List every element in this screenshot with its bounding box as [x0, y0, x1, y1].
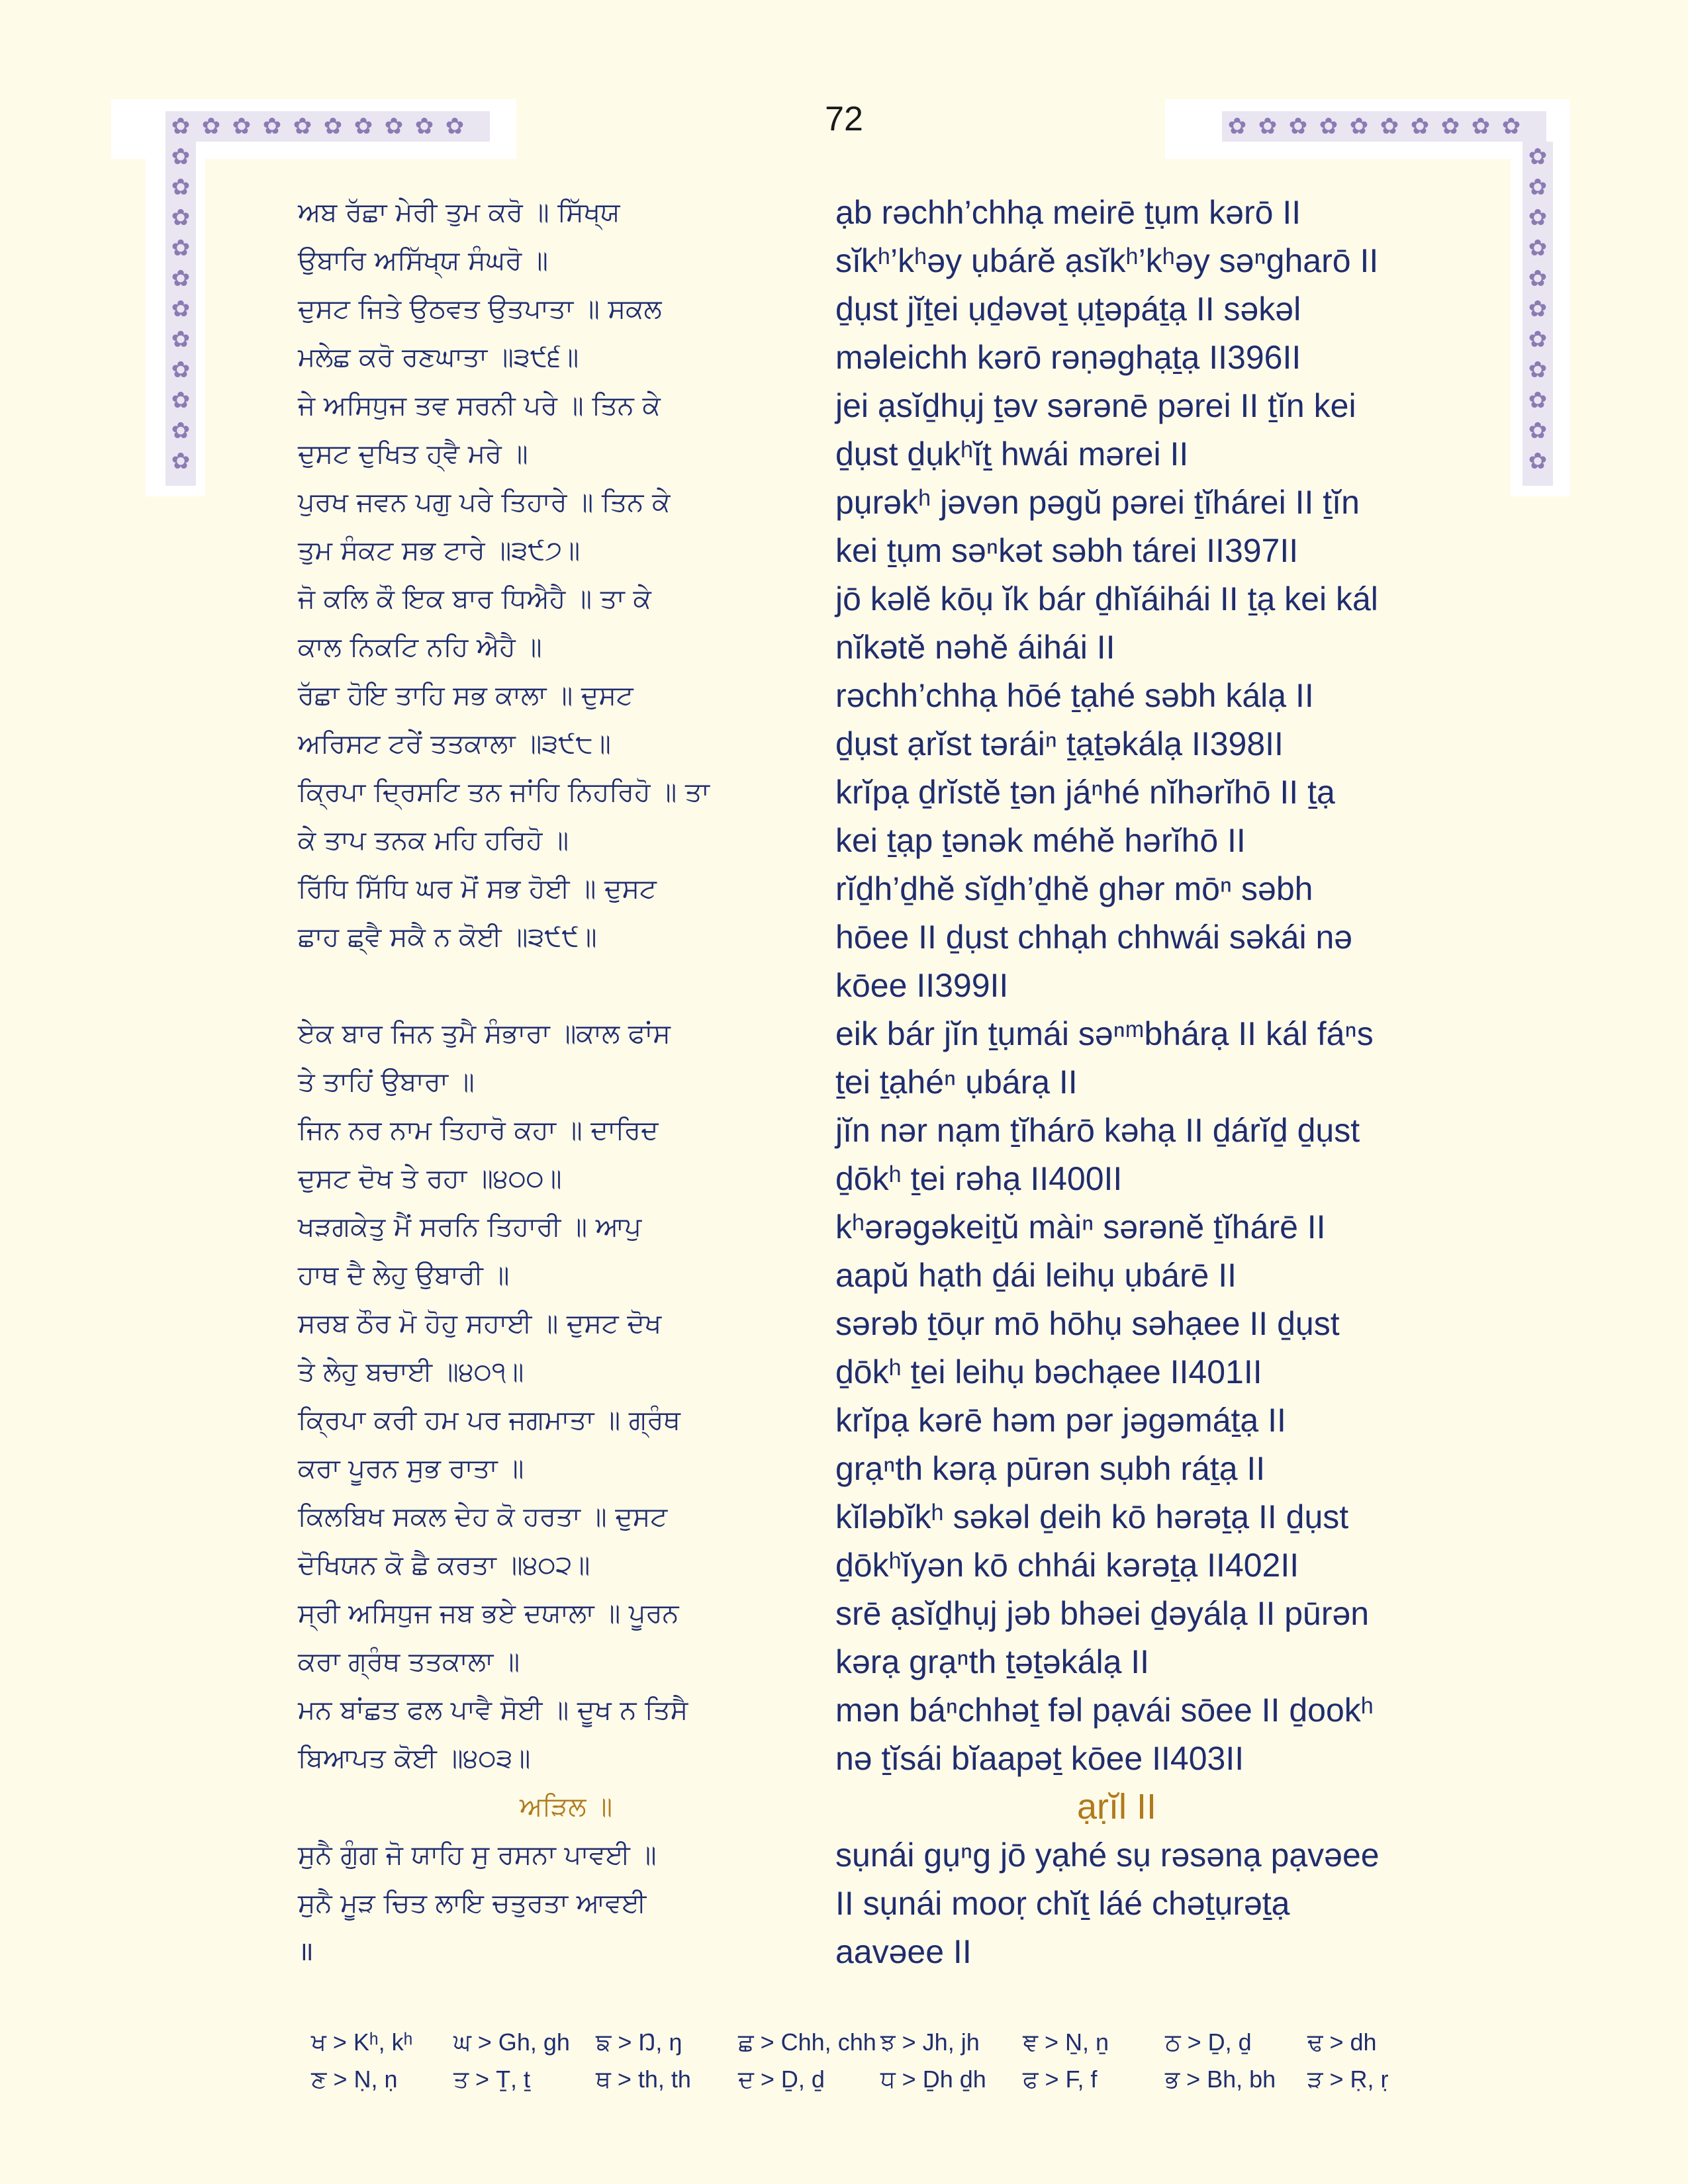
flower-ornament-icon: ✿ [1528, 387, 1548, 414]
flower-ornament-icon: ✿ [171, 326, 191, 353]
flower-ornament-icon: ✿ [171, 448, 191, 475]
transliteration-line: jō kəlĕ kōụ ĭk bár ḏhĭáihái II ṯạ kei kál [835, 580, 1378, 617]
flower-ornament-icon: ✿ [1471, 113, 1491, 140]
flower-ornament-icon: ✿ [171, 235, 191, 261]
transliteration-column [835, 189, 1398, 1976]
transliteration-line: hōee II ḏụst chhạh chhwái səkái nə [835, 919, 1353, 956]
right-flower-border [1523, 142, 1553, 486]
flower-ornament-icon: ✿ [1528, 448, 1548, 475]
transliteration-line: kei ṯụm səⁿkət səbh tárei II397II [835, 532, 1299, 569]
gurmukhi-line: ਬਿਆਪਤ ਕੋਈ ॥੪੦੩॥ [298, 1743, 531, 1774]
transliteration-line: grạⁿth kərạ pūrən sụbh ráṯạ II [835, 1450, 1266, 1487]
legend-item: ਣ > Ṇ, ṇ [311, 2065, 398, 2093]
gurmukhi-line [298, 962, 728, 1010]
gurmukhi-line: ਕਾਲ ਨਿਕਟਿ ਨਹਿ ਐਹੈ ॥ [298, 632, 542, 662]
flower-ornament-icon: ✿ [1380, 113, 1399, 140]
gurmukhi-line: ਕ੍ਰਿਪਾ ਕਰੀ ਹਮ ਪਰ ਜਗਮਾਤਾ ॥ ਗ੍ਰੰਥ [298, 1405, 680, 1435]
legend-item: ਫ > F, f [1023, 2065, 1098, 2093]
gurmukhi-line: ਸ੍ਰੀ ਅਸਿਧੁਜ ਜਬ ਭਏ ਦਯਾਲਾ ॥ ਪੂਰਨ [298, 1598, 679, 1629]
transliteration-line: II sụnái mooṛ chĭṯ láé chəṯụrəṯạ [835, 1885, 1290, 1922]
transliteration-line: eik bár jĭn ṯụmái səⁿᵐbhárạ II kál fáⁿs [835, 1015, 1374, 1052]
gurmukhi-line: ਸਰਬ ਠੌਰ ਮੋ ਹੋਹੁ ਸਹਾਈ ॥ ਦੁਸਟ ਦੋਖ [298, 1308, 662, 1339]
gurmukhi-line: ਦੁਸਟ ਦੁਖਿਤ ਹ੍ਵੈ ਮਰੇ ॥ [298, 439, 528, 469]
transliteration-line: sĭkʰ’kʰəy ụbárĕ ạsĭkʰ’kʰəy səⁿgharō II [835, 242, 1379, 279]
transliteration-line: kei ṯạp ṯənək méhĕ hərĭhō II [835, 822, 1246, 859]
transliteration-line: ḏōkʰ ṯei leihụ bəchạee II401II [835, 1353, 1262, 1390]
gurmukhi-line: ਸੁਨੈ ਮੂੜ ਚਿਤ ਲਾਇ ਚਤੁਰਤਾ ਆਵਈ [298, 1888, 647, 1919]
legend-item: ਧ > Ḏh ḏh [880, 2065, 986, 2093]
transliteration-line: kərạ grạⁿth ṯəṯəkálạ II [835, 1643, 1150, 1680]
flower-ornament-icon: ✿ [1528, 357, 1548, 383]
gurmukhi-line: ਤੇ ਲੇਹੁ ਬਚਾਈ ॥੪੦੧॥ [298, 1357, 524, 1387]
flower-ornament-icon: ✿ [1528, 174, 1548, 201]
flower-ornament-icon: ✿ [353, 113, 373, 140]
gurmukhi-line: ਮਲੇਛ ਕਰੋ ਰਣਘਾਤਾ ॥੩੯੬॥ [298, 342, 579, 373]
gurmukhi-line: ਦੁਸਟ ਦੋਖ ਤੇ ਰਹਾ ॥੪੦੦॥ [298, 1163, 562, 1194]
transliteration-line: jei ạsĭḏhụj ṯəv sərənē pərei II ṯĭn kei [835, 387, 1356, 424]
flower-ornament-icon: ✿ [1440, 113, 1460, 140]
transliteration-legend [311, 2024, 1450, 2098]
page-number: 72 [825, 100, 863, 138]
gurmukhi-line: ਰੱਛਾ ਹੋਇ ਤਾਹਿ ਸਭ ਕਾਲਾ ॥ ਦੁਸਟ [298, 680, 633, 711]
flower-ornament-icon: ✿ [1258, 113, 1278, 140]
gurmukhi-line: ਸੁਨੈ ਗੁੰਗ ਜੋ ਯਾਹਿ ਸੁ ਰਸਨਾ ਪਾਵਈ ॥ [298, 1840, 657, 1870]
transliteration-line: ḏōkʰĭyən kō chhái kərəṯạ II402II [835, 1547, 1299, 1584]
section-heading-transliteration: ạṛĭl II [1076, 1787, 1157, 1827]
gurmukhi-line: ਅਬ ਰੱਛਾ ਮੇਰੀ ਤੁਮ ਕਰੋ ॥ ਸਿੱਖ੍ਯ [298, 197, 620, 228]
gurmukhi-line: ਕੇ ਤਾਪ ਤਨਕ ਮਹਿ ਹਰਿਹੋ ॥ [298, 825, 569, 856]
gurmukhi-line: ਖੜਗਕੇਤੁ ਮੈਂ ਸਰਨਿ ਤਿਹਾਰੀ ॥ ਆਪੁ [298, 1212, 642, 1242]
flower-ornament-icon: ✿ [1528, 265, 1548, 292]
gurmukhi-line: ਤੇ ਤਾਹਿਂ ਉਬਾਰਾ ॥ [298, 1067, 475, 1097]
flower-ornament-icon: ✿ [384, 113, 404, 140]
transliteration-line: kōee II399II [835, 967, 1009, 1004]
flower-ornament-icon: ✿ [171, 296, 191, 322]
transliteration-line: srē ạsĭḏhụj jəb bhəei ḏəyálạ II pūrən [835, 1595, 1370, 1632]
legend-item: ਠ > Ḏ, ḏ [1165, 2028, 1252, 2056]
gurmukhi-line: ਹਾਥ ਦੈ ਲੇਹੁ ਉਬਾਰੀ ॥ [298, 1260, 510, 1291]
flower-ornament-icon: ✿ [232, 113, 252, 140]
flower-ornament-icon: ✿ [171, 144, 191, 170]
gurmukhi-line: ਤੁਮ ਸੰਕਟ ਸਭ ਟਾਰੇ ॥੩੯੭॥ [298, 535, 581, 566]
flower-ornament-icon: ✿ [171, 113, 191, 140]
flower-ornament-icon: ✿ [171, 357, 191, 383]
transliteration-line: krĭpạ ḏrĭstĕ ṯən jáⁿhé nĭhərĭhō II ṯạ [835, 774, 1335, 811]
transliteration-line: ṯei ṯạhéⁿ ụbárạ II [835, 1064, 1078, 1101]
gurmukhi-line: ਏਕ ਬਾਰ ਜਿਨ ਤੁਮੈ ਸੰਭਾਰਾ ॥ਕਾਲ ਫਾਂਸ [298, 1019, 671, 1049]
gurmukhi-column [298, 189, 728, 1976]
flower-ornament-icon: ✿ [1319, 113, 1338, 140]
flower-ornament-icon: ✿ [1227, 113, 1247, 140]
section-heading-gurmukhi: ਅੜਿਲ ॥ [519, 1792, 613, 1822]
legend-row [311, 2061, 1450, 2098]
legend-item: ਦ > Ḏ, ḏ [738, 2065, 825, 2093]
transliteration-line: pụrəkʰ jəvən pəgŭ pərei ṯĭhárei II ṯĭn [835, 484, 1360, 521]
gurmukhi-line: ਕ੍ਰਿਪਾ ਦ੍ਰਿਸਟਿ ਤਨ ਜਾਂਹਿ ਨਿਹਰਿਹੋ ॥ ਤਾ [298, 777, 710, 807]
flower-ornament-icon: ✿ [1288, 113, 1308, 140]
flower-ornament-icon: ✿ [323, 113, 343, 140]
gurmukhi-line: ਪੁਰਖ ਜਵਨ ਪਗੁ ਪਰੇ ਤਿਹਾਰੇ ॥ ਤਿਨ ਕੇ [298, 487, 671, 518]
gurmukhi-line: ਜਿਨ ਨਰ ਨਾਮ ਤਿਹਾਰੋ ਕਹਾ ॥ ਦਾਰਿਦ [298, 1115, 659, 1146]
flower-ornament-icon: ✿ [445, 113, 465, 140]
transliteration-line: krĭpạ kərē həm pər jəgəmáṯạ II [835, 1402, 1286, 1439]
transliteration-line: ạb rəchh’chhạ meirē ṯụm kərō II [835, 194, 1301, 231]
gurmukhi-line: ॥ [298, 1936, 314, 1967]
flower-ornament-icon: ✿ [171, 205, 191, 231]
legend-item: ਞ > Ṉ, ṉ [1023, 2028, 1109, 2056]
flower-ornament-icon: ✿ [171, 387, 191, 414]
legend-item: ਛ > Chh, chh [738, 2028, 876, 2056]
transliteration-line: kʰərəgəkeiṯŭ màiⁿ sərənĕ ṯĭhárē II [835, 1208, 1326, 1246]
flower-ornament-icon: ✿ [414, 113, 434, 140]
flower-ornament-icon: ✿ [1349, 113, 1369, 140]
flower-ornament-icon: ✿ [1528, 144, 1548, 170]
gurmukhi-line: ਅਰਿਸਟ ਟਰੇਂ ਤਤਕਾਲਾ ॥੩੯੮॥ [298, 729, 611, 759]
flower-ornament-icon: ✿ [1410, 113, 1430, 140]
transliteration-line: ḏụst ḏụkʰĭṯ hwái mərei II [835, 435, 1189, 473]
left-flower-border [165, 142, 196, 486]
flower-ornament-icon: ✿ [171, 174, 191, 201]
transliteration-line: kĭləbĭkʰ səkəl ḏeih kō hərəṯạ II ḏụst [835, 1498, 1349, 1535]
legend-item: ਘ > Gh, gh [453, 2028, 570, 2056]
transliteration-line: sụnái gụⁿg jō yạhé sụ rəsənạ pạvəee [835, 1837, 1380, 1874]
flower-ornament-icon: ✿ [1528, 235, 1548, 261]
flower-ornament-icon: ✿ [262, 113, 282, 140]
transliteration-line: sərəb ṯōụr mō hōhụ səhạee II ḏụst [835, 1305, 1340, 1342]
legend-item: ਙ > Ŋ, ŋ [596, 2028, 682, 2056]
legend-item: ਖ > Kʰ, kʰ [311, 2028, 413, 2056]
transliteration-line: aapŭ hạth ḏái leihụ ụbárē II [835, 1257, 1237, 1294]
transliteration-line: ḏōkʰ ṯei rəhạ II400II [835, 1160, 1123, 1197]
legend-item: ਢ > dh [1307, 2028, 1377, 2056]
transliteration-line: ḏụst ạrĭst təráiⁿ ṯạṯəkálạ II398II [835, 725, 1284, 762]
legend-item: ਝ > Jh, jh [880, 2028, 980, 2056]
legend-item: ਤ > Ṯ, ṯ [453, 2065, 531, 2093]
flower-ornament-icon: ✿ [293, 113, 312, 140]
legend-item: ਥ > th, th [596, 2065, 691, 2093]
flower-ornament-icon: ✿ [1528, 296, 1548, 322]
flower-ornament-icon: ✿ [1528, 418, 1548, 444]
transliteration-line: ḏụst jĭṯei ụḏəvəṯ ụṯəpáṯạ II səkəl [835, 291, 1301, 328]
legend-item: ੜ > Ṛ, ṛ [1307, 2065, 1389, 2093]
gurmukhi-line: ਕਰਾ ਪੂਰਨ ਸੁਭ ਰਾਤਾ ॥ [298, 1453, 524, 1484]
gurmukhi-line: ਜੇ ਅਸਿਧੁਜ ਤਵ ਸਰਨੀ ਪਰੇ ॥ ਤਿਨ ਕੇ [298, 390, 661, 421]
gurmukhi-line: ਰਿੱਧਿ ਸਿੱਧਿ ਘਰ ਮੋਂ ਸਭ ਹੋਈ ॥ ਦੁਸਟ [298, 874, 657, 904]
flower-ornament-icon: ✿ [201, 113, 221, 140]
gurmukhi-line: ਕਿਲਬਿਖ ਸਕਲ ਦੇਹ ਕੋ ਹਰਤਾ ॥ ਦੁਸਟ [298, 1502, 668, 1532]
flower-ornament-icon: ✿ [1501, 113, 1521, 140]
gurmukhi-line: ਜੋ ਕਲਿ ਕੌ ਇਕ ਬਾਰ ਧਿਐਹੈ ॥ ਤਾ ਕੇ [298, 584, 651, 614]
flower-ornament-icon: ✿ [1528, 326, 1548, 353]
flower-ornament-icon: ✿ [171, 265, 191, 292]
gurmukhi-line: ਦੋਖਿਯਨ ਕੋ ਛੈ ਕਰਤਾ ॥੪੦੨॥ [298, 1550, 590, 1580]
gurmukhi-line: ਉਬਾਰਿ ਅਸਿੱਖ੍ਯ ਸੰਘਰੋ ॥ [298, 246, 548, 276]
transliteration-line: jĭn nər nạm ṯĭhárō kəhạ II ḏárĭḏ ḏụst [835, 1112, 1360, 1149]
gurmukhi-line: ਛਾਹ ਛ੍ਵੈ ਸਕੈ ਨ ਕੋਈ ॥੩੯੯॥ [298, 922, 597, 952]
gurmukhi-line: ਦੁਸਟ ਜਿਤੇ ਉਠਵਤ ਉਤਪਾਤਾ ॥ ਸਕਲ [298, 294, 662, 324]
top-right-flower-border [1222, 111, 1546, 142]
transliteration-line: məleichh kərō rəṇəghạṯạ II396II [835, 339, 1301, 376]
top-left-flower-border [165, 111, 490, 142]
legend-row [311, 2024, 1450, 2061]
transliteration-line: nə ṯĭsái bĭaapəṯ kōee II403II [835, 1740, 1244, 1777]
flower-ornament-icon: ✿ [171, 418, 191, 444]
gurmukhi-line: ਮਨ ਬਾਂਛਤ ਫਲ ਪਾਵੈ ਸੋਈ ॥ ਦੂਖ ਨ ਤਿਸੈ [298, 1695, 688, 1725]
flower-ornament-icon: ✿ [1528, 205, 1548, 231]
transliteration-line: rəchh’chhạ hōé ṯạhé səbh kálạ II [835, 677, 1314, 714]
transliteration-line: rĭḏh’ḏhĕ sĭḏh’ḏhĕ ghər mōⁿ səbh [835, 870, 1313, 907]
legend-item: ਭ > Bh, bh [1165, 2065, 1276, 2093]
transliteration-line: aavəee II [835, 1933, 972, 1970]
transliteration-line: mən báⁿchhəṯ fəl pạvái sōee II ḏookʰ [835, 1692, 1374, 1729]
gurmukhi-line: ਕਰਾ ਗ੍ਰੰਥ ਤਤਕਾਲਾ ॥ [298, 1647, 520, 1677]
transliteration-line: nĭkətĕ nəhĕ áihái II [835, 629, 1115, 666]
